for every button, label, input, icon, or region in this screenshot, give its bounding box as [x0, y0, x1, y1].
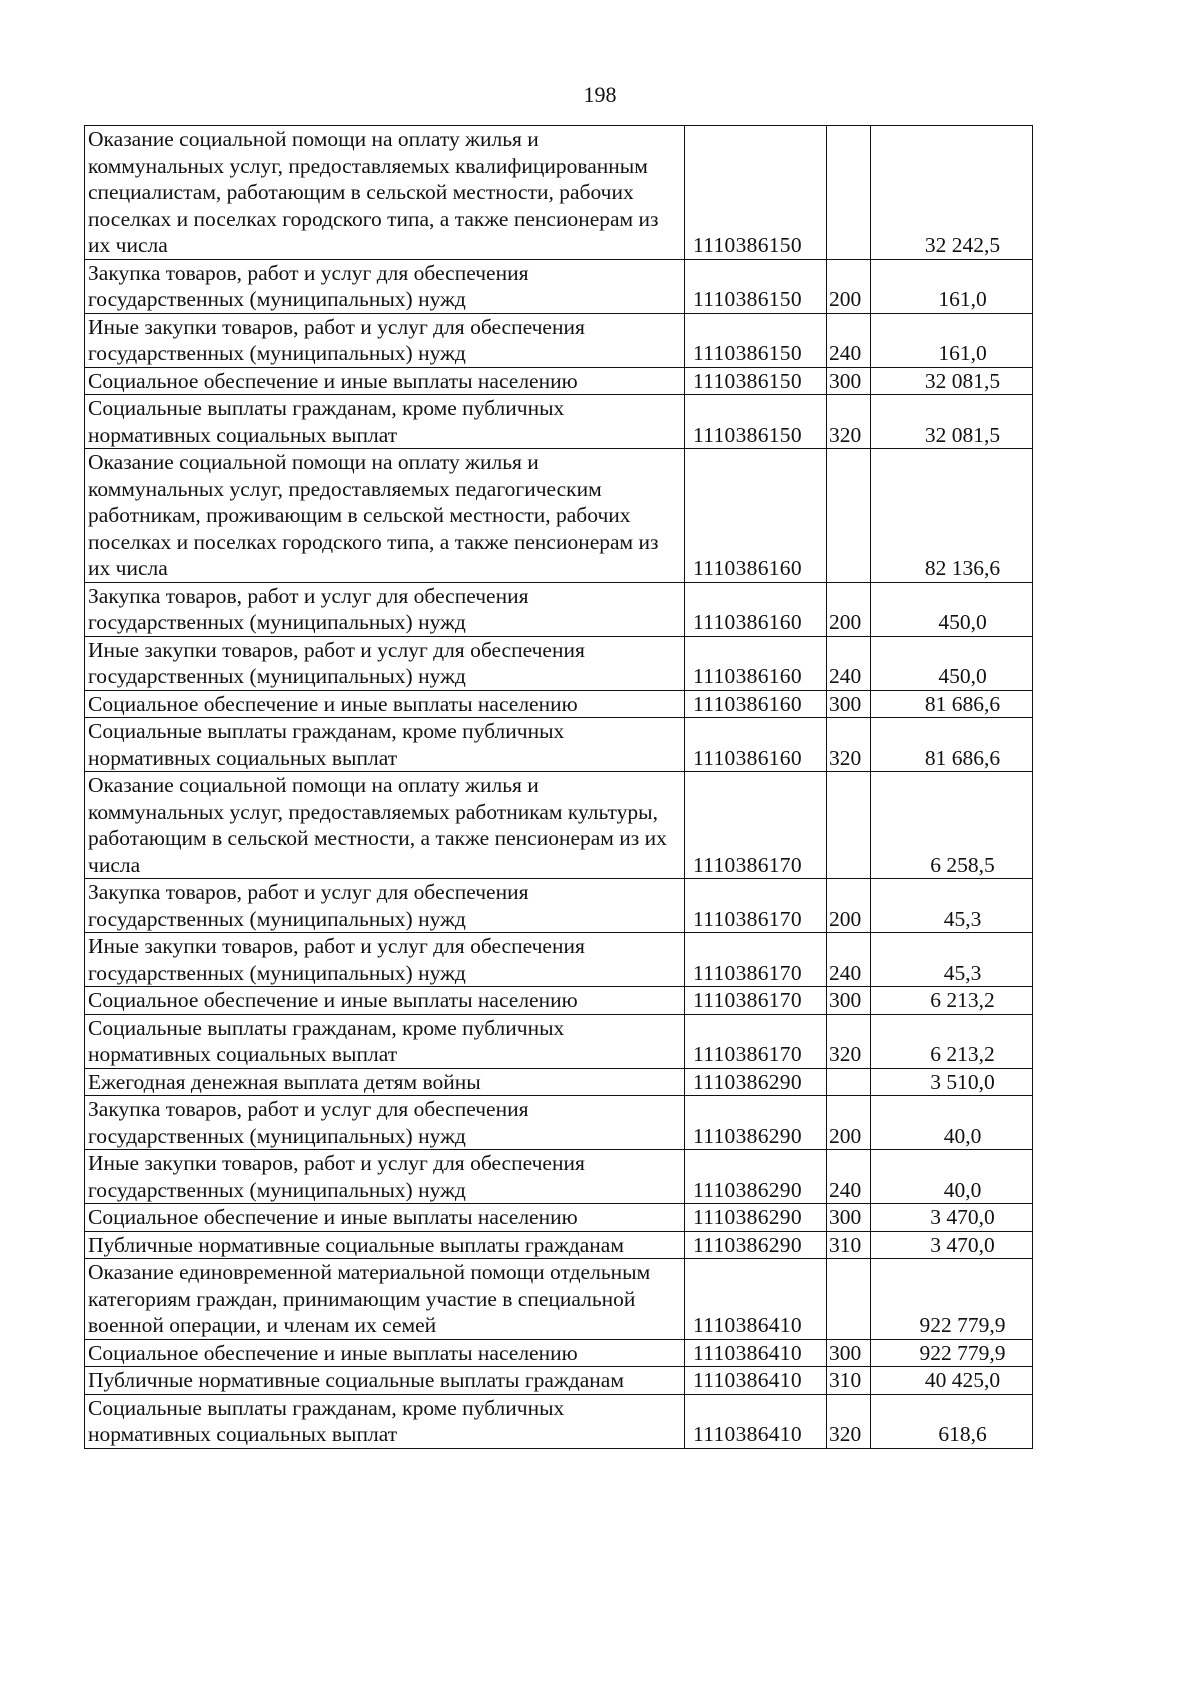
row-target-code: 1110386170: [685, 879, 827, 933]
row-target-code: 1110386410: [685, 1259, 827, 1340]
row-name: Социальное обеспечение и иные выплаты населению: [85, 1339, 685, 1367]
table-row: [85, 933, 1033, 987]
table-row: [85, 582, 1033, 636]
table-row: [85, 1014, 1033, 1068]
row-name: Оказание социальной помощи на оплату жилья и коммунальных услуг, предоставляемых педагогическим работникам, проживающим в сельской местности, рабочих поселках и поселках городского типа, а также пенсионерам из их числа: [85, 449, 685, 583]
table-row: [85, 772, 1033, 879]
table-row: [85, 1150, 1033, 1204]
row-target-code: 1110386290: [685, 1204, 827, 1232]
row-amount: 3 470,0: [871, 1204, 1033, 1232]
row-target-code: 1110386160: [685, 636, 827, 690]
row-expense-type: 300: [827, 1204, 871, 1232]
page-number: 198: [583, 82, 617, 107]
row-target-code: 1110386170: [685, 1014, 827, 1068]
row-expense-type: [827, 1259, 871, 1340]
row-expense-type: 320: [827, 1394, 871, 1448]
row-name: Публичные нормативные социальные выплаты гражданам: [85, 1231, 685, 1259]
row-amount: 40,0: [871, 1096, 1033, 1150]
budget-table-body: [85, 126, 1033, 1449]
row-target-code: 1110386410: [685, 1394, 827, 1448]
row-name: Ежегодная денежная выплата детям войны: [85, 1068, 685, 1096]
row-name: Социальное обеспечение и иные выплаты населению: [85, 987, 685, 1015]
table-row: [85, 1259, 1033, 1340]
table-row: [85, 1231, 1033, 1259]
row-amount: 161,0: [871, 259, 1033, 313]
row-amount: 32 081,5: [871, 367, 1033, 395]
row-expense-type: [827, 449, 871, 583]
row-amount: 6 213,2: [871, 987, 1033, 1015]
table-row: [85, 690, 1033, 718]
row-name: Иные закупки товаров, работ и услуг для обеспечения государственных (муниципальных) нужд: [85, 313, 685, 367]
row-expense-type: 310: [827, 1231, 871, 1259]
row-target-code: 1110386160: [685, 449, 827, 583]
row-amount: 81 686,6: [871, 690, 1033, 718]
row-expense-type: 200: [827, 582, 871, 636]
row-amount: 6 213,2: [871, 1014, 1033, 1068]
row-target-code: 1110386150: [685, 259, 827, 313]
row-amount: 40,0: [871, 1150, 1033, 1204]
row-name: Закупка товаров, работ и услуг для обеспечения государственных (муниципальных) нужд: [85, 259, 685, 313]
row-expense-type: 320: [827, 718, 871, 772]
table-row: [85, 259, 1033, 313]
row-target-code: 1110386410: [685, 1339, 827, 1367]
row-expense-type: 200: [827, 1096, 871, 1150]
row-name: Публичные нормативные социальные выплаты гражданам: [85, 1367, 685, 1395]
row-amount: 450,0: [871, 582, 1033, 636]
row-name: Социальные выплаты гражданам, кроме публичных нормативных социальных выплат: [85, 395, 685, 449]
table-row: [85, 367, 1033, 395]
row-target-code: 1110386290: [685, 1068, 827, 1096]
row-expense-type: 300: [827, 367, 871, 395]
row-target-code: 1110386160: [685, 582, 827, 636]
row-target-code: 1110386150: [685, 313, 827, 367]
row-expense-type: 300: [827, 690, 871, 718]
row-expense-type: 240: [827, 1150, 871, 1204]
row-name: Иные закупки товаров, работ и услуг для обеспечения государственных (муниципальных) нужд: [85, 1150, 685, 1204]
row-name: Социальное обеспечение и иные выплаты населению: [85, 690, 685, 718]
table-row: [85, 395, 1033, 449]
row-expense-type: 240: [827, 313, 871, 367]
row-expense-type: [827, 772, 871, 879]
row-name: Оказание социальной помощи на оплату жилья и коммунальных услуг, предоставляемых квалифицированным специалистам, работающим в сельской местности, рабочих поселках и поселках городского типа, а также пенсионерам из их числа: [85, 126, 685, 260]
row-amount: 81 686,6: [871, 718, 1033, 772]
row-expense-type: 200: [827, 259, 871, 313]
table-row: [85, 1204, 1033, 1232]
table-row: [85, 313, 1033, 367]
row-target-code: 1110386170: [685, 772, 827, 879]
row-target-code: 1110386150: [685, 367, 827, 395]
table-row: [85, 1339, 1033, 1367]
row-amount: 3 510,0: [871, 1068, 1033, 1096]
row-name: Оказание единовременной материальной помощи отдельным категориям граждан, принимающим участие в специальной военной операции, и членам их семей: [85, 1259, 685, 1340]
row-amount: 161,0: [871, 313, 1033, 367]
row-amount: 45,3: [871, 933, 1033, 987]
row-amount: 32 081,5: [871, 395, 1033, 449]
row-expense-type: 240: [827, 636, 871, 690]
table-row: [85, 987, 1033, 1015]
row-expense-type: 300: [827, 987, 871, 1015]
table-row: [85, 879, 1033, 933]
table-row: [85, 126, 1033, 260]
row-name: Социальные выплаты гражданам, кроме публичных нормативных социальных выплат: [85, 1014, 685, 1068]
row-name: Закупка товаров, работ и услуг для обеспечения государственных (муниципальных) нужд: [85, 1096, 685, 1150]
row-expense-type: 200: [827, 879, 871, 933]
row-target-code: 1110386410: [685, 1367, 827, 1395]
table-row: [85, 1367, 1033, 1395]
row-expense-type: 310: [827, 1367, 871, 1395]
row-expense-type: [827, 126, 871, 260]
table-row: [85, 449, 1033, 583]
row-expense-type: [827, 1068, 871, 1096]
row-target-code: 1110386150: [685, 126, 827, 260]
row-amount: 82 136,6: [871, 449, 1033, 583]
table-row: [85, 1068, 1033, 1096]
table-row: [85, 636, 1033, 690]
row-target-code: 1110386160: [685, 690, 827, 718]
table-row: [85, 718, 1033, 772]
row-amount: 922 779,9: [871, 1259, 1033, 1340]
row-name: Социальные выплаты гражданам, кроме публичных нормативных социальных выплат: [85, 718, 685, 772]
row-name: Социальное обеспечение и иные выплаты населению: [85, 367, 685, 395]
row-amount: 922 779,9: [871, 1339, 1033, 1367]
row-amount: 32 242,5: [871, 126, 1033, 260]
row-target-code: 1110386290: [685, 1231, 827, 1259]
row-expense-type: 240: [827, 933, 871, 987]
row-amount: 618,6: [871, 1394, 1033, 1448]
budget-table: [84, 125, 1033, 1449]
row-expense-type: 320: [827, 395, 871, 449]
row-target-code: 1110386290: [685, 1150, 827, 1204]
row-target-code: 1110386170: [685, 987, 827, 1015]
row-target-code: 1110386150: [685, 395, 827, 449]
row-amount: 450,0: [871, 636, 1033, 690]
row-name: Социальное обеспечение и иные выплаты населению: [85, 1204, 685, 1232]
row-name: Социальные выплаты гражданам, кроме публичных нормативных социальных выплат: [85, 1394, 685, 1448]
row-name: Закупка товаров, работ и услуг для обеспечения государственных (муниципальных) нужд: [85, 879, 685, 933]
row-target-code: 1110386290: [685, 1096, 827, 1150]
row-target-code: 1110386160: [685, 718, 827, 772]
row-amount: 3 470,0: [871, 1231, 1033, 1259]
row-expense-type: 300: [827, 1339, 871, 1367]
row-target-code: 1110386170: [685, 933, 827, 987]
row-expense-type: 320: [827, 1014, 871, 1068]
row-name: Иные закупки товаров, работ и услуг для обеспечения государственных (муниципальных) нужд: [85, 933, 685, 987]
row-name: Оказание социальной помощи на оплату жилья и коммунальных услуг, предоставляемых работникам культуры, работающим в сельской местности, а также пенсионерам из их числа: [85, 772, 685, 879]
table-row: [85, 1394, 1033, 1448]
row-name: Закупка товаров, работ и услуг для обеспечения государственных (муниципальных) нужд: [85, 582, 685, 636]
row-amount: 45,3: [871, 879, 1033, 933]
table-row: [85, 1096, 1033, 1150]
row-amount: 6 258,5: [871, 772, 1033, 879]
row-name: Иные закупки товаров, работ и услуг для обеспечения государственных (муниципальных) нужд: [85, 636, 685, 690]
row-amount: 40 425,0: [871, 1367, 1033, 1395]
